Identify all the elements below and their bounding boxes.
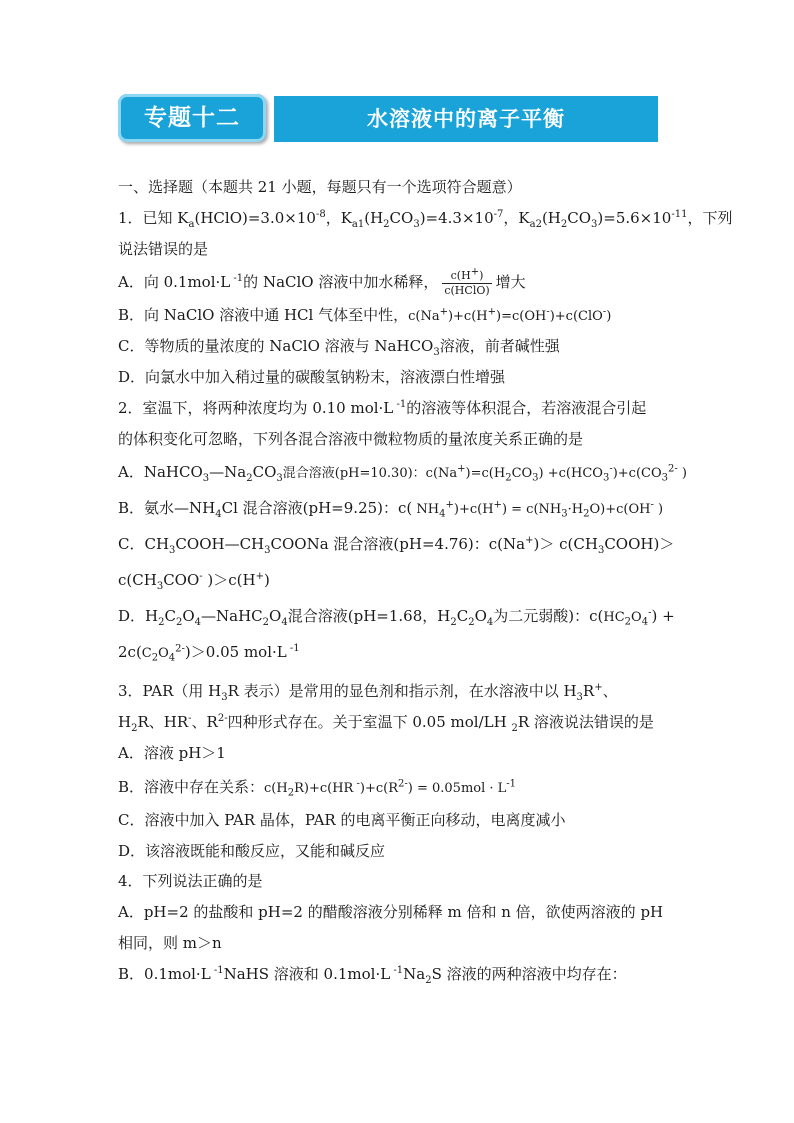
q4-option-a-line1: A．pH=2 的盐酸和 pH=2 的醋酸溶液分别稀释 m 倍和 n 倍，欲使两溶液的 pH [118,903,664,922]
q1-option-a: A．向 0.1mol·L $^{-1}$的 NaClO 溶液中加水稀释， $\frac{c(H^+)}{\text{c(HClO)}}$ 增大 [118,266,526,297]
q1-option-d: D．向氯水中加入稍过量的碳酸氢钠粉末，溶液漂白性增强 [118,367,506,386]
q2-stem-line1: 2．室温下，将两种浓度均为 0.10 mol·L $^{-1}$的溶液等体积混合，若溶液混合引起 [118,398,647,417]
q2-option-d-line1: D．$H_2C_2O_4—NaHC_2O_4$混合溶液(pH=1.68，$H_2C_2O_4$为二元弱酸)：$c(HC_2O_4^-)$ + [118,607,675,629]
q2-option-c-line2: $c(CH_3COO^-$ )＞c(H+) [118,571,270,593]
q4-option-a-line2: 相同，则 m＞n [118,933,222,952]
q2-option-a: A．$NaHCO_3—Na_2CO_3$混合溶液(pH=10.30)：$c(Na^+)=c(H_2CO_3) +c(HCO_3^-)+c(CO_3^{2-}$ ) [118,463,687,485]
q2-stem-line2: 的体积变化可忽略，下列各混合溶液中微粒物质的量浓度关系正确的是 [118,429,584,448]
q4-option-b: B．0.1mol·L $^{-1}$NaHS 溶液和 0.1mol·L $^{-1}Na_2S$ 溶液的两种溶液中均存在： [118,964,627,986]
document-body [118,172,733,990]
q2-option-c-line1: C．$CH_3COOH—CH_3COONa$ 混合溶液(pH=4.76)：$c(Na^+)> c(CH_3COOH)>$ [118,535,675,557]
q1-option-b: B．向 NaClO 溶液中通 HCl 气体至中性，c(Na+)+c(H+)=c(OH-)+c(ClO-) [118,306,612,325]
q3-stem-line1: 3．PAR（用 $H_3R$ 表示）是常用的显色剂和指示剂，在水溶液中以 $H_3R^+$、 [118,682,618,704]
q1-option-c: C．等物质的量浓度的 NaClO 溶液与 NaHCO$_3$溶液，前者碱性强 [118,337,560,359]
q3-option-b: B．溶液中存在关系：$c(H_2R)+c(HR$ $^-)+c(R^{2-}) = 0.05mol \cdot L^{-1}$ [118,777,517,799]
topic-badge: 专题十二 [118,94,266,142]
q3-stem-line2: $H_2R$、HR-、$R^{2-}$四种形式存在。关于室温下 0.05 mol/LH $_2$R 溶液说法错误的是 [118,713,654,735]
q2-option-d-line2: $2c(C_2O_4^{2-})>0.05$ mol·L $^{-1}$ [118,643,300,664]
q2-option-b: B．氨水$—NH_4Cl$ 混合溶液(pH=9.25)：c( $NH_4^+)+c(H^+) = c(NH_3\cdot H_2O)+c(OH^-$ ) [118,499,664,521]
topic-title: 水溶液中的离子平衡 [274,96,658,142]
section-heading: 一、选择题（本题共 21 小题，每题只有一个选项符合题意） [118,178,522,196]
header-banner [118,94,658,144]
q1-stem-line1: 1．已知 $K_a(HClO)=3.0\times 10^{-8}$，$K_{a1}(H_2CO_3)=4.3\times 10^{-7}$，$K_{a2}(H_2CO_3)=5.6\times 10^{-11}$，下列 [118,208,733,230]
q1-stem-line2: 说法错误的是 [118,239,209,258]
fraction: $\frac{c(H^+)}{\text{c(HClO)}}$ [444,266,490,297]
q3-option-d: D．该溶液既能和酸反应，又能和碱反应 [118,841,386,860]
q3-option-a: A．溶液 pH＞1 [118,743,226,762]
q4-stem: 4．下列说法正确的是 [118,872,263,891]
q3-option-c: C．溶液中加入 PAR 晶体，PAR 的电离平衡正向移动，电离度减小 [118,810,566,829]
